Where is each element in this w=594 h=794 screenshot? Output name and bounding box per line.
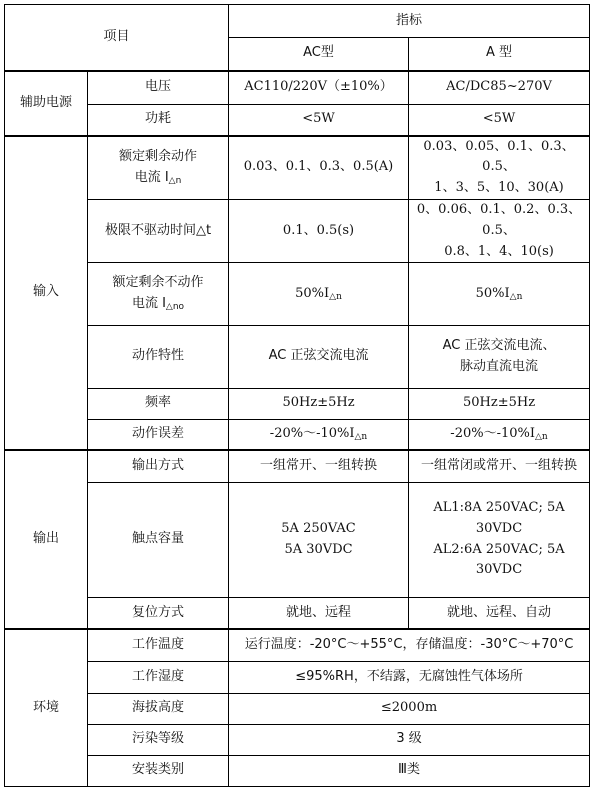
row-label-reset-mode: 复位方式 (88, 597, 229, 629)
limit-time-a (409, 200, 590, 263)
value-line: 0、0.06、0.1、0.2、0.3、0.5、 (416, 202, 582, 238)
label-line: 额定剩余不动作 (112, 275, 204, 291)
group-environment: 环境 (5, 629, 88, 786)
label-subscript: △n (168, 175, 182, 186)
pollution-value: 3 级 (229, 724, 590, 755)
row-label-rated-residual (88, 136, 229, 200)
value-line: 5A 30VDC (284, 541, 353, 557)
value-line: 5A 250VAC (281, 520, 356, 536)
label-subscript: △no (165, 301, 185, 312)
value-line: 0.8、1、4、10(s) (444, 243, 554, 259)
group-input: 输入 (5, 136, 88, 451)
contact-capacity-a (409, 482, 590, 597)
power-ac: <5W (229, 105, 409, 136)
value-text: -20%～-10%I (450, 425, 536, 441)
header-item: 项目 (5, 5, 229, 71)
voltage-ac: AC110/220V（±10%） (229, 71, 409, 105)
value-text: 50%I (295, 285, 330, 301)
rated-residual-ac: 0.03、0.1、0.3、0.5(A) (229, 136, 409, 200)
row-label-altitude: 海拔高度 (88, 693, 229, 724)
rated-residual-a (409, 136, 590, 200)
altitude-value: ≤2000m (229, 693, 590, 724)
rated-non-operating-ac (229, 263, 409, 325)
value-line: AL1:8A 250VAC; 5A (433, 500, 565, 516)
row-label-rated-non-operating (88, 263, 229, 325)
label-text: 电流 I (134, 169, 169, 185)
row-label-work-humidity: 工作湿度 (88, 661, 229, 693)
row-label-limit-time: 极限不驱动时间△t (88, 200, 229, 263)
value-subscript: △n (509, 291, 523, 302)
group-output: 输出 (5, 450, 88, 629)
frequency-ac: 50Hz±5Hz (229, 388, 409, 419)
label-text: 电流 I (131, 295, 166, 311)
group-aux-power: 辅助电源 (5, 71, 88, 136)
row-label-frequency: 频率 (88, 388, 229, 419)
value-subscript: △n (354, 431, 368, 442)
row-label-output-mode: 输出方式 (88, 450, 229, 482)
value-line: 脉动直流电流 (460, 358, 539, 374)
rated-non-operating-a (409, 263, 590, 325)
row-label-contact-capacity: 触点容量 (88, 482, 229, 597)
row-label-pollution: 污染等级 (88, 724, 229, 755)
power-a: <5W (409, 105, 590, 136)
value-line: AL2:6A 250VAC; 5A (433, 541, 565, 557)
output-mode-ac: 一组常开、一组转换 (229, 450, 409, 482)
work-temp-value: 运行温度：-20°C～+55°C，存储温度：-30°C～+70°C (229, 629, 590, 661)
row-label-power: 功耗 (88, 105, 229, 136)
row-label-action-error: 动作误差 (88, 419, 229, 450)
header-a-type: A 型 (409, 38, 590, 71)
action-characteristic-a (409, 325, 590, 388)
voltage-a: AC/DC85~270V (409, 71, 590, 105)
header-indicator: 指标 (229, 5, 590, 38)
row-label-voltage: 电压 (88, 71, 229, 105)
contact-capacity-ac (229, 482, 409, 597)
label-line (92, 168, 224, 189)
reset-mode-ac: 就地、远程 (229, 597, 409, 629)
label-line: 额定剩余动作 (119, 149, 198, 164)
limit-time-ac: 0.1、0.5(s) (229, 200, 409, 263)
row-label-work-temp: 工作温度 (88, 629, 229, 661)
value-line: AC 正弦交流电流、 (442, 337, 556, 353)
value-text: -20%～-10%I (269, 425, 355, 441)
value-line: 30VDC (475, 562, 523, 578)
value-line: 30VDC (475, 520, 523, 536)
installation-value: Ⅲ类 (229, 755, 590, 786)
row-label-action-characteristic: 动作特性 (88, 325, 229, 388)
work-humidity-value: ≤95%RH，不结露，无腐蚀性气体场所 (229, 661, 590, 693)
row-label-installation: 安装类别 (88, 755, 229, 786)
value-subscript: △n (535, 431, 548, 442)
header-ac-type: AC型 (229, 38, 409, 71)
label-line (92, 294, 224, 315)
action-error-a (409, 419, 590, 450)
value-line: 1、3、5、10、30(A) (434, 180, 564, 196)
value-line: 0.03、0.05、0.1、0.3、0.5、 (423, 138, 575, 175)
reset-mode-a: 就地、远程、自动 (409, 597, 590, 629)
value-text: 50%I (475, 285, 510, 301)
output-mode-a: 一组常闭或常开、一组转换 (409, 450, 590, 482)
value-subscript: △n (329, 291, 342, 302)
action-characteristic-ac: AC 正弦交流电流 (229, 325, 409, 388)
action-error-ac (229, 419, 409, 450)
spec-table (4, 4, 590, 787)
frequency-a: 50Hz±5Hz (409, 388, 590, 419)
